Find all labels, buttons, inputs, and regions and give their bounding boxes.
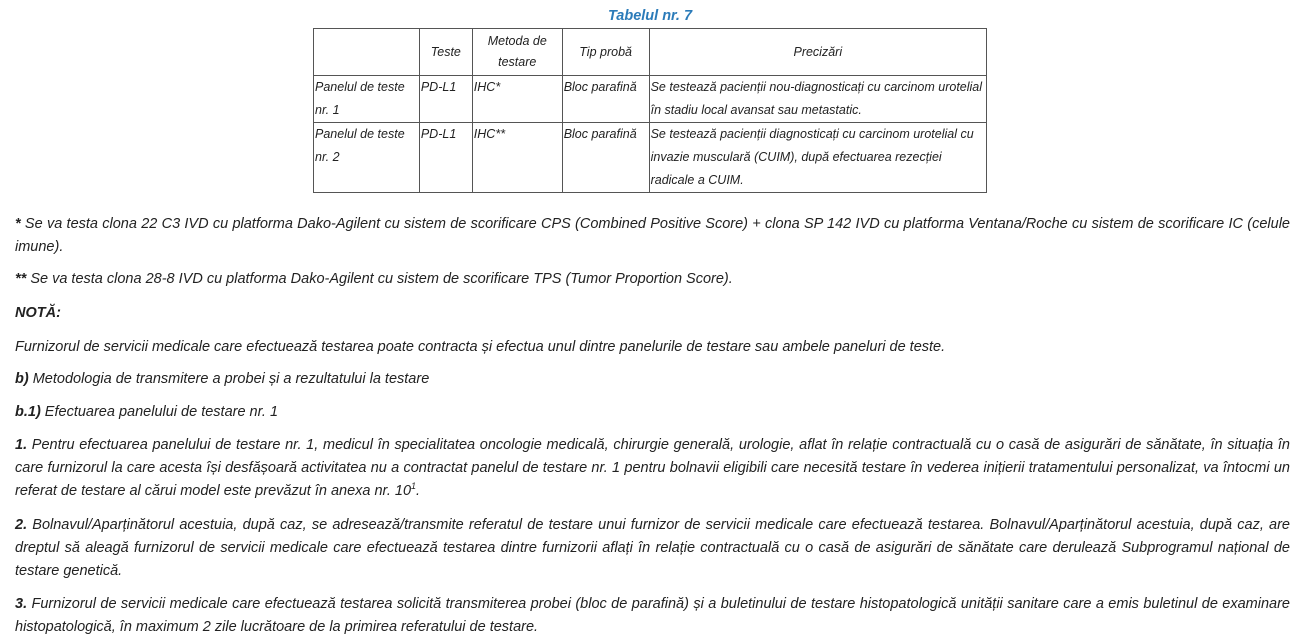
item-1-marker: 1. bbox=[15, 437, 28, 453]
cell-sample: Bloc parafină bbox=[562, 76, 649, 123]
footnote-1-marker: * bbox=[15, 216, 21, 232]
item-1-text: Pentru efectuarea panelului de testare nr. 1, medicul în specialitatea oncologie medicală, chirurgie generală, urologie, aflat în relație contractuală cu o casă de asigurări de sănătate, în situația în care furnizorul la care acesta își desfășoară activitatea nu a contractat panelul de testare nr. 1 pentru bolnavii eligibili care necesită testare în vederea inițierii tratamentului personalizat, va întocmi un referat de testare al cărui model este prevăzut în anexa nr. 10 bbox=[15, 437, 1290, 499]
table-row bbox=[314, 76, 987, 123]
section-b-text: Metodologia de transmitere a probei și a rezultatului la testare bbox=[28, 371, 430, 387]
header-teste: Teste bbox=[419, 29, 472, 76]
note-title: NOTĂ: bbox=[15, 305, 61, 321]
cell-method: IHC** bbox=[472, 123, 562, 193]
item-3-marker: 3. bbox=[15, 596, 28, 612]
cell-details: Se testează pacienții nou-diagnosticați cu carcinom urotelial în stadiu local avansat sau metastatic. bbox=[649, 76, 986, 123]
item-2 bbox=[15, 514, 1290, 583]
footnote-1 bbox=[15, 213, 1290, 259]
item-1 bbox=[15, 434, 1290, 503]
footnote-1-text: Se va testa clona 22 C3 IVD cu platforma Dako-Agilent cu sistem de scorificare CPS (Combined Positive Score) + clona SP 142 IVD cu platforma Ventana/Roche cu sistem de scorificare IC (celule imune). bbox=[15, 216, 1290, 255]
table-row bbox=[314, 123, 987, 193]
cell-panel: Panelul de teste nr. 1 bbox=[314, 76, 420, 123]
cell-test: PD-L1 bbox=[419, 123, 472, 193]
section-b1-text: Efectuarea panelului de testare nr. 1 bbox=[40, 404, 279, 420]
item-2-text: Bolnavul/Aparținătorul acestuia, după caz, se adresează/transmite referatul de testare unui furnizor de servicii medicale care efectuează testarea. Bolnavul/Aparținătorul acestuia, după caz, are dreptul să aleagă furnizorul de servicii medicale care efectuează testarea dintre furnizorii aflați în relație contractuală cu o casă de asigurări de sănătate care derulează Subprogramul național de testare genetică. bbox=[15, 517, 1290, 579]
panel-table bbox=[313, 28, 987, 193]
item-1-end: . bbox=[416, 483, 421, 499]
cell-details: Se testează pacienții diagnosticați cu carcinom urotelial cu invazie musculară (CUIM), după efectuarea rezecției radicale a CUIM. bbox=[649, 123, 986, 193]
footnote-2-text: Se va testa clona 28-8 IVD cu platforma Dako-Agilent cu sistem de scorificare TPS (Tumor Proportion Score). bbox=[26, 271, 733, 287]
item-3-text: Furnizorul de servicii medicale care efectuează testarea solicită transmiterea probei (bloc de parafină) și a buletinului de testare histopatologică unității sanitare care a emis buletinul de examinare histopatologică, în maximum 2 zile lucrătoare de la primirea referatului de testare. bbox=[15, 596, 1290, 635]
cell-sample: Bloc parafină bbox=[562, 123, 649, 193]
section-b-heading bbox=[15, 368, 1290, 391]
note-text: Furnizorul de servicii medicale care efectuează testarea poate contracta și efectua unul dintre panelurile de testare sau ambele paneluri de teste. bbox=[15, 339, 946, 355]
cell-panel: Panelul de teste nr. 2 bbox=[314, 123, 420, 193]
header-empty bbox=[314, 29, 420, 76]
section-b1-marker: b.1) bbox=[15, 404, 41, 420]
item-1-superscript: 1 bbox=[411, 481, 417, 492]
section-b1-heading bbox=[15, 401, 1290, 424]
header-tip-proba: Tip probă bbox=[562, 29, 649, 76]
footnote-2-marker: ** bbox=[15, 271, 27, 287]
footnote-2 bbox=[15, 268, 1290, 291]
header-metoda: Metoda de testare bbox=[472, 29, 562, 76]
table-header-row bbox=[314, 29, 987, 76]
section-b-marker: b) bbox=[15, 371, 29, 387]
item-2-marker: 2. bbox=[15, 517, 28, 533]
header-precizari: Precizări bbox=[649, 29, 986, 76]
cell-method: IHC* bbox=[472, 76, 562, 123]
table-title: Tabelul nr. 7 bbox=[607, 8, 693, 24]
item-3 bbox=[15, 593, 1290, 639]
cell-test: PD-L1 bbox=[419, 76, 472, 123]
